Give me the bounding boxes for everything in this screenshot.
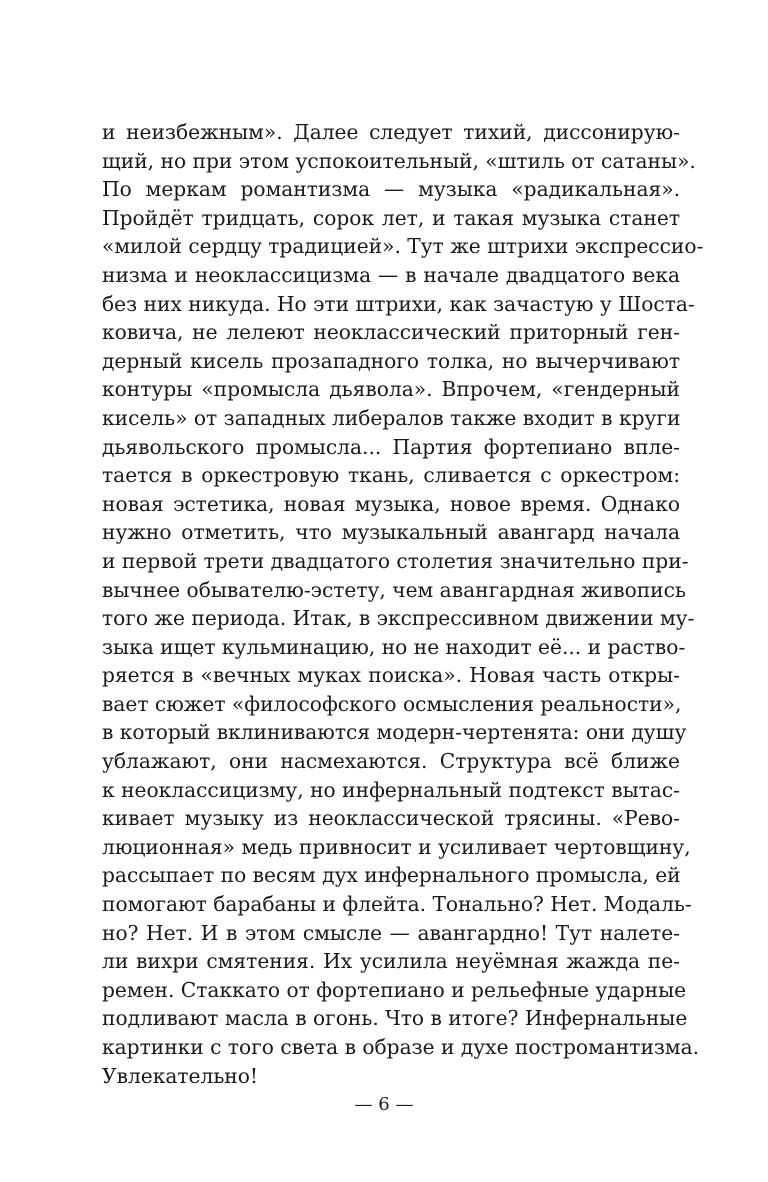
text-line: но? Нет. И в этом смысле — авангардно! Тут налете-: [102, 920, 680, 945]
text-line: картинки с того света в образе и духе постромантизма.: [102, 1035, 700, 1059]
text-line: и неизбежным». Далее следует тихий, диссонирую-: [102, 120, 680, 144]
body-text: [102, 118, 704, 1090]
text-line: рассыпает по весям дух инфернального промысла, ей: [102, 863, 681, 888]
text-line: щий, но при этом успокоительный, «штиль от сатаны».: [102, 148, 696, 173]
text-line: того же периода. Итак, в экспрессивном движении му-: [102, 606, 695, 631]
text-line: помогают барабаны и флейта. Тонально? Нет. Модаль-: [102, 892, 692, 917]
text-line: низма и неоклассицизма — в начале двадцатого века: [102, 262, 680, 287]
text-line: Увлекательно!: [102, 1063, 259, 1088]
text-line: кисель» от западных либералов также входит в круги: [102, 405, 681, 430]
text-line: в который вклиниваются модерн-чертенята: они душу: [102, 720, 687, 745]
text-line: дьявольского промысла... Партия фортепиано впле-: [102, 434, 680, 459]
text-line: По меркам романтизма — музыка «радикальная».: [102, 177, 680, 202]
text-line: контуры «промысла дьявола». Впрочем, «гендерный: [102, 377, 680, 402]
text-line: без них никуда. Но эти штрихи, как зачастую у Шоста-: [102, 291, 695, 316]
text-line: дерный кисель прозападного толка, но вычерчивают: [102, 348, 680, 373]
text-line: Пройдёт тридцать, сорок лет, и такая музыка станет: [102, 205, 680, 230]
text-line: люционная» медь привносит и усиливает чертовщину,: [102, 834, 691, 859]
text-line: кивает музыку из неоклассической трясины. «Рево-: [102, 806, 680, 831]
text-line: «милой сердцу традицией». Тут же штрихи экспрессио-: [102, 234, 704, 259]
text-line: и первой трети двадцатого столетия значительно при-: [102, 548, 689, 573]
text-line: новая эстетика, новая музыка, новое время. Однако: [102, 491, 680, 516]
text-line: нужно отметить, что музыкальный авангард начала: [102, 520, 680, 545]
text-line: ремен. Стаккато от фортепиано и рельефные ударные: [102, 977, 687, 1002]
text-line: тается в оркестровую ткань, сливается с оркестром:: [102, 463, 680, 488]
text-line: ковича, не лелеют неоклассический приторный ген-: [102, 320, 680, 345]
page-number: — 6 —: [354, 1094, 414, 1115]
text-line: зыка ищет кульминацию, но не находит её... и раство-: [102, 634, 686, 659]
text-line: подливают масла в огонь. Что в итоге? Инфернальные: [102, 1006, 688, 1031]
text-line: вычнее обывателю-эстету, чем авангардная живопись: [102, 577, 686, 602]
text-line: ряется в «вечных муках поиска». Новая часть откры-: [102, 663, 680, 688]
text-line: к неоклассицизму, но инфернальный подтекст вытас-: [102, 777, 680, 802]
text-line: ли вихри смятения. Их усилила неуёмная жажда пе-: [102, 949, 680, 974]
text-line: вает сюжет «философского осмысления реальности»,: [102, 691, 682, 716]
text-line: ублажают, они насмехаются. Структура всё ближе: [102, 749, 680, 774]
